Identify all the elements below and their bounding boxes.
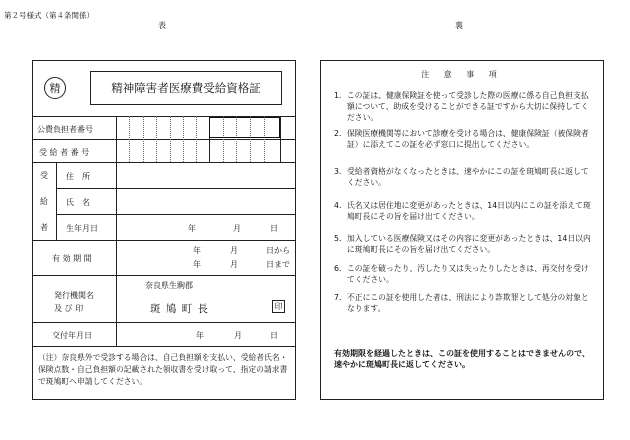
issuer-seal-label: 及 び 印 <box>54 304 84 313</box>
birth-day-unit: 日 <box>270 224 278 233</box>
note-item: 7． 不正にこの証を使用した者は、刑法により詐欺罪として処分の対象となります。 <box>334 293 589 313</box>
note-item: 6． この証を破ったり、汚したり又は失ったりしたときは、再交付を受けてください。 <box>334 264 589 284</box>
issuer-county: 奈良県生駒郡 <box>145 281 193 290</box>
valid-from-month-unit: 月 <box>230 246 238 255</box>
certificate-title: 精神障害者医療費受給資格証 <box>90 71 282 105</box>
footnote: （注）奈良県外で受診する場合は、自己負担額を支払い、受給者氏名・保険点数・自己負担額の記載された領収書を受け取って、指定の請求書で斑鳩町へ申請してください。 <box>38 353 288 386</box>
address-label: 住 所 <box>66 172 90 181</box>
validity-label: 有 効 期 間 <box>52 254 92 263</box>
recipient-number-label: 受 給 者 番 号 <box>39 148 90 157</box>
valid-to-suffix: 日まで <box>266 260 290 269</box>
note-item: 5． 加入している医療保険又はその内容に変更があったときは、14日以内に斑鳩町長にその旨を届け出てください。 <box>334 234 591 254</box>
back-side-title: 裏 <box>455 21 463 30</box>
check-digit-cell <box>209 117 280 138</box>
note-item: 3． 受給者資格がなくなったときは、速やかにこの証を斑鳩町長に返してください。 <box>334 167 589 187</box>
issuer-name: 斑 鳩 町 長 <box>150 303 210 315</box>
issue-date-label: 交付年月日 <box>52 331 92 340</box>
name-label: 氏 名 <box>66 198 90 207</box>
recipient-group-label-1: 受 <box>40 171 48 180</box>
valid-from-year-unit: 年 <box>193 246 201 255</box>
note-item: 2． 保険医療機関等において診療を受ける場合は、健康保険証（被保険者証）に添えてこの証を必ず窓口に提出してください。 <box>334 129 589 149</box>
valid-to-year-unit: 年 <box>193 260 201 269</box>
issue-month-unit: 月 <box>234 331 242 340</box>
birth-month-unit: 月 <box>233 224 241 233</box>
note-item: 4． 氏名又は居住地に変更があったときは、14日以内にこの証を添えて斑鳩町長にその旨を届け出てください。 <box>334 201 591 221</box>
issue-day-unit: 日 <box>270 331 278 340</box>
valid-from-suffix: 日から <box>266 246 290 255</box>
recipient-group-label-3: 者 <box>40 223 48 232</box>
payer-number-label: 公費負担者番号 <box>37 125 93 134</box>
birth-year-unit: 年 <box>188 224 196 233</box>
notes-header: 注 意 事 項 <box>421 70 503 79</box>
recipient-group-label-2: 給 <box>40 197 48 206</box>
front-side-title: 表 <box>158 21 166 30</box>
note-item: 1． この証は、健康保険証を使って受診した際の医療に係る自己負担支払額について、助成を受けることができる証ですから大切に保持してください。 <box>334 91 589 122</box>
issue-year-unit: 年 <box>196 331 204 340</box>
form-number-label: 第２号様式（第４条関係） <box>4 11 94 20</box>
seal-mark: 精 <box>44 77 66 99</box>
birthdate-label: 生年月日 <box>66 224 98 233</box>
issuer-label: 発行機関名 <box>54 291 94 300</box>
valid-to-month-unit: 月 <box>230 260 238 269</box>
official-stamp: 印 <box>272 300 285 313</box>
expiry-warning: 有効期限を経過したときは、この証を使用することはできませんので、速やかに斑鳩町長に返してください。 <box>334 349 590 369</box>
